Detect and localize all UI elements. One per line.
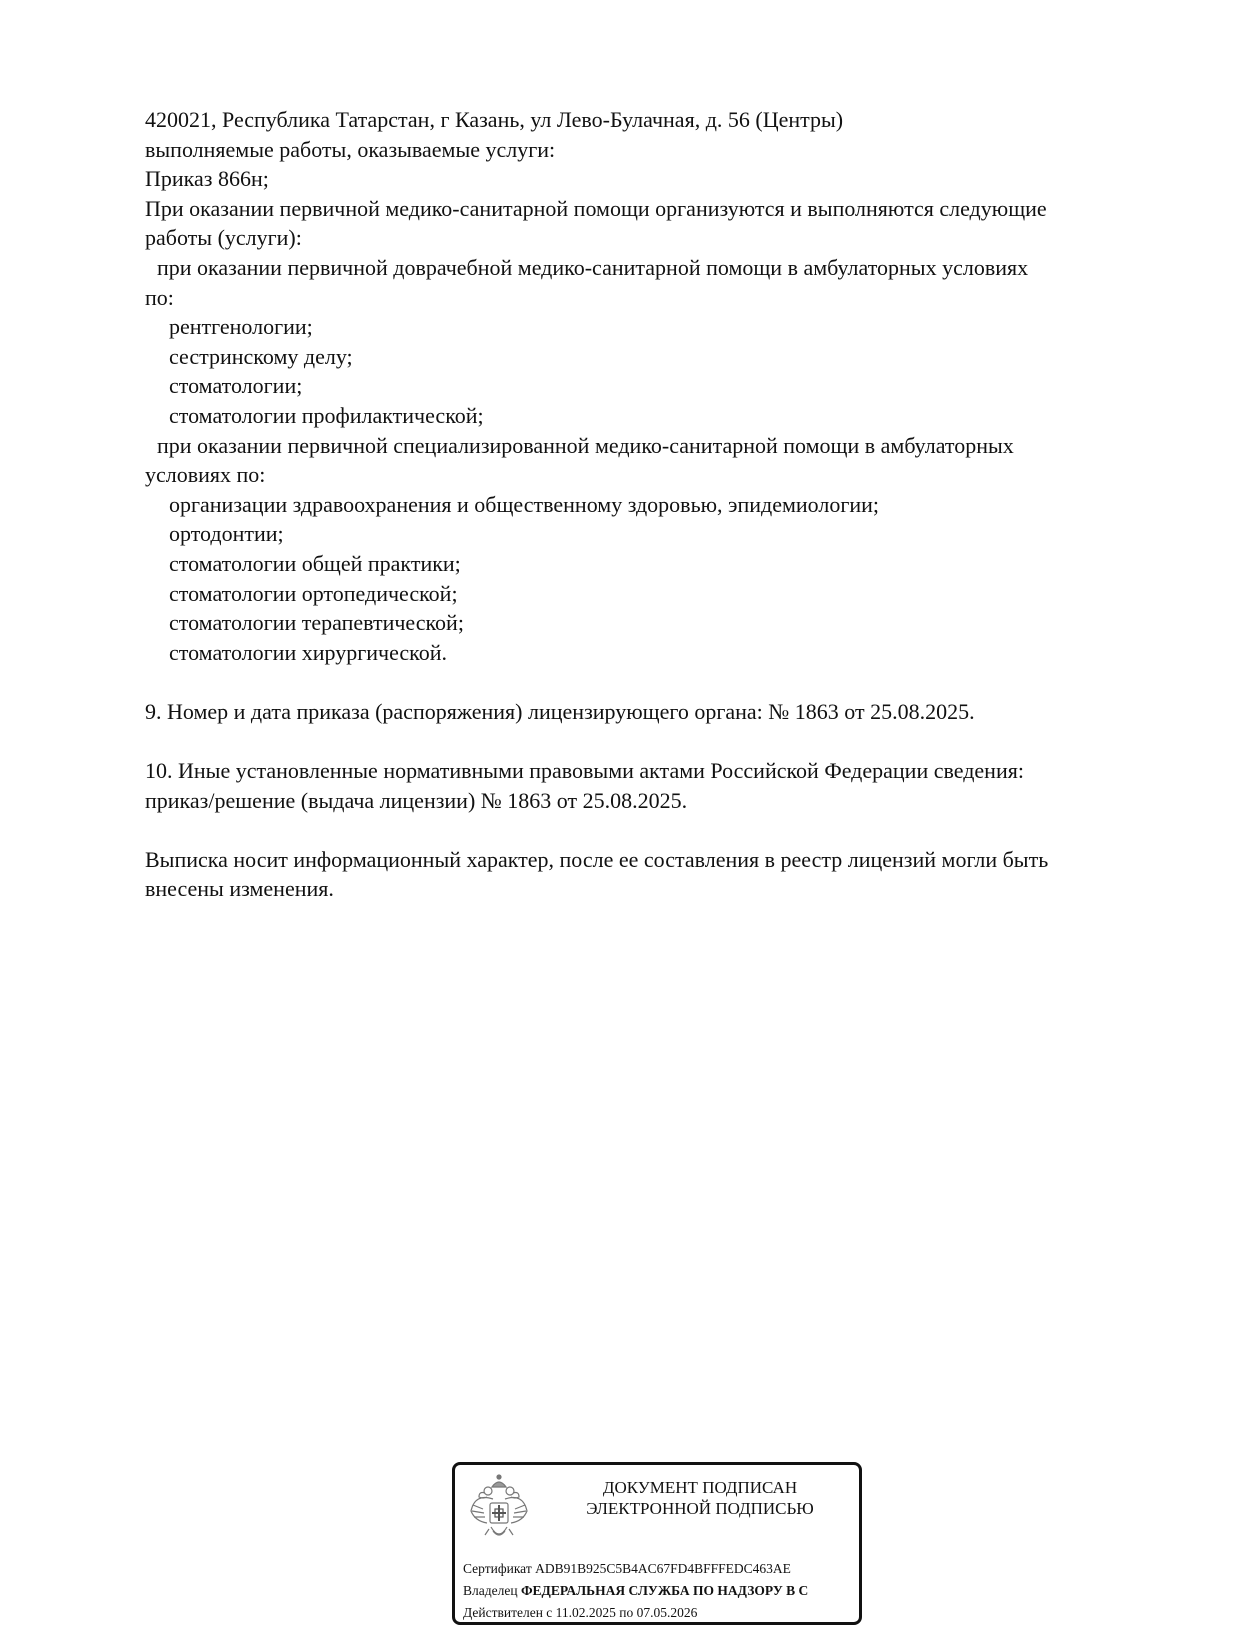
russian-coat-of-arms-icon <box>467 1471 531 1547</box>
item-9-order-number: 9. Номер и дата приказа (распоряжения) лицензирующего органа: № 1863 от 25.08.2025. <box>145 698 975 724</box>
spacer <box>145 726 1155 756</box>
list-item: сестринскому делу; <box>169 343 353 369</box>
address-line: 420021, Республика Татарстан, г Казань, ул Лево-Булачная, д. 56 (Центры) <box>145 107 844 132</box>
disclaimer-continued: внесены изменения. <box>145 876 334 902</box>
list-item: стоматологии хирургической. <box>169 639 447 665</box>
electronic-signature-stamp <box>452 1462 862 1625</box>
validity-row: Действителен с 11.02.2025 по 07.05.2026 <box>463 1605 698 1620</box>
stamp-title <box>550 1477 850 1519</box>
certificate-row <box>463 1558 859 1580</box>
order-reference: Приказ 866н; <box>145 166 269 192</box>
owner-row <box>463 1580 859 1602</box>
section-b-heading-continued: условиях по: <box>145 462 266 488</box>
certificate-value: ADB91B925C5B4AC67FD4BFFFEDC463AE <box>535 1561 791 1576</box>
spacer <box>145 667 1155 697</box>
intro-text-continued: работы (услуги): <box>145 225 302 251</box>
certificate-label: Сертификат <box>463 1561 532 1576</box>
list-item: ортодонтии; <box>169 521 284 547</box>
owner-label: Владелец <box>463 1583 518 1598</box>
disclaimer: Выписка носит информационный характер, после ее составления в реестр лицензий могли быть <box>145 846 1049 872</box>
list-item: стоматологии; <box>169 373 303 399</box>
owner-value: ФЕДЕРАЛЬНАЯ СЛУЖБА ПО НАДЗОРУ В С <box>520 1583 809 1598</box>
list-item: организации здравоохранения и общественному здоровью, эпидемиологии; <box>169 491 880 517</box>
document-body <box>145 105 1155 904</box>
stamp-title-line-1: ДОКУМЕНТ ПОДПИСАН <box>602 1478 798 1497</box>
works-label: выполняемые работы, оказываемые услуги: <box>145 136 556 162</box>
list-item: стоматологии терапевтической; <box>169 610 464 636</box>
stamp-title-line-2: ЭЛЕКТРОННОЙ ПОДПИСЬЮ <box>586 1499 814 1518</box>
list-item: рентгенологии; <box>169 314 313 340</box>
section-b-heading: при оказании первичной специализированной медико-санитарной помощи в амбулаторных <box>157 432 1014 458</box>
list-item: стоматологии общей практики; <box>169 550 461 576</box>
list-item: стоматологии ортопедической; <box>169 580 458 606</box>
list-item: стоматологии профилактической; <box>169 402 484 428</box>
item-10-other-info: 10. Иные установленные нормативными правовыми актами Российской Федерации сведения: <box>145 758 1024 784</box>
intro-text: При оказании первичной медико-санитарной помощи организуются и выполняются следующие <box>145 195 1047 221</box>
item-10-other-info-continued: приказ/решение (выдача лицензии) № 1863 от 25.08.2025. <box>145 787 688 813</box>
section-a-heading: при оказании первичной доврачебной медико-санитарной помощи в амбулаторных условиях <box>157 254 1029 280</box>
certificate-info <box>463 1558 859 1624</box>
spacer <box>145 815 1155 845</box>
section-a-heading-continued: по: <box>145 284 174 310</box>
